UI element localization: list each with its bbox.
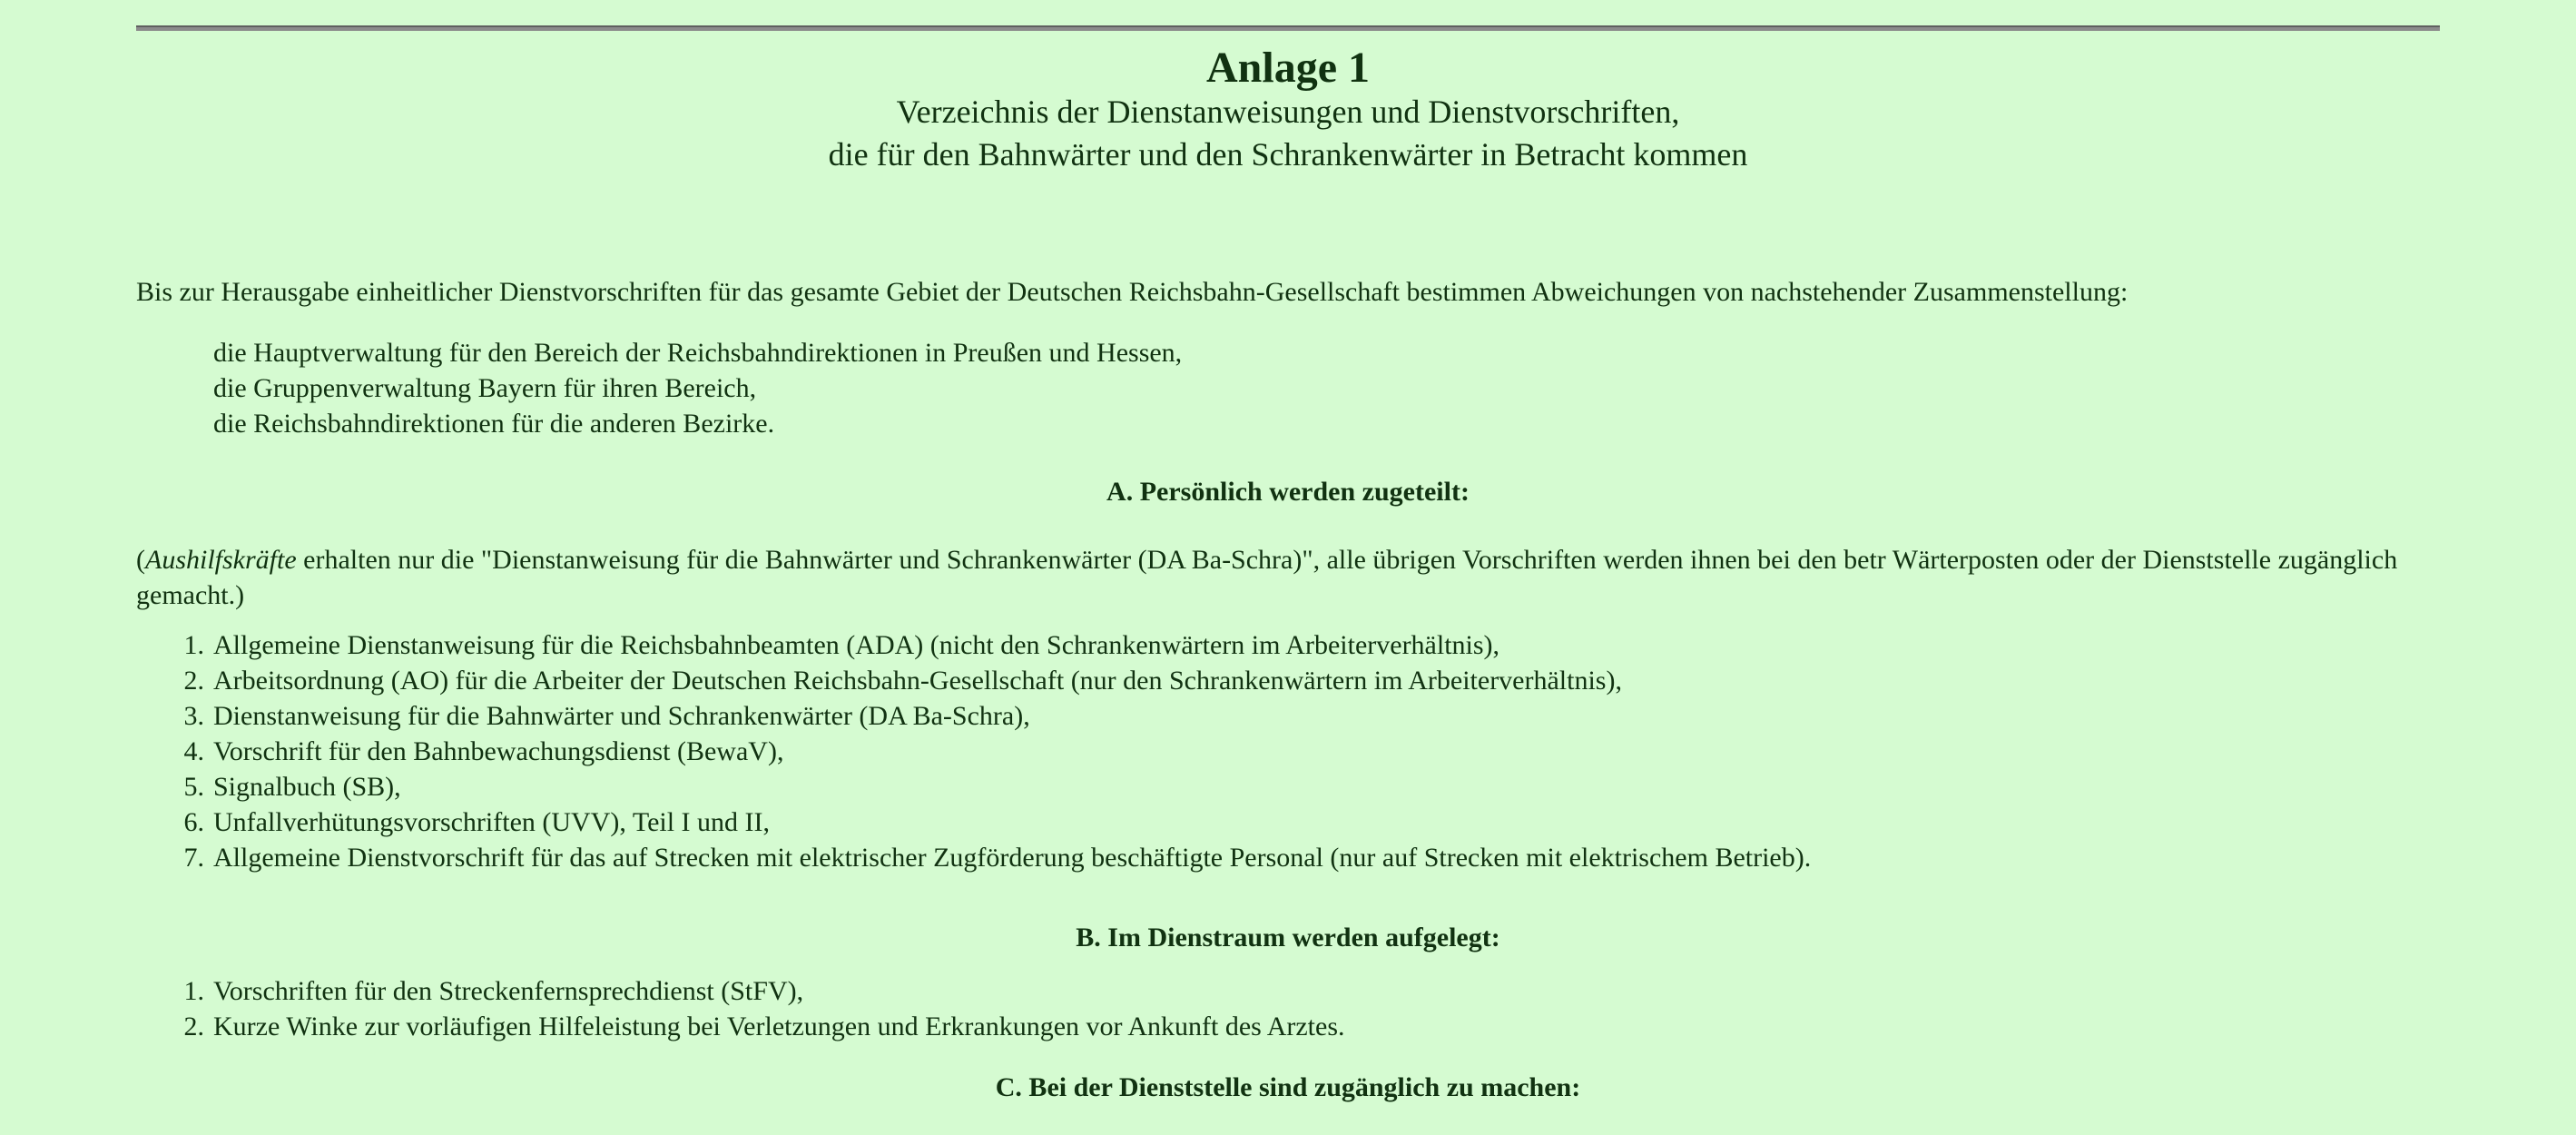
list-item-number: 5. <box>183 772 204 802</box>
list-item-text: Vorschriften für den Streckenfernsprechdienst (StFV), <box>213 976 804 1006</box>
note-italic-word: Aushilfskräfte <box>145 545 297 575</box>
authority-line: die Reichsbahndirektionen für die anderen Bezirke. <box>213 409 775 439</box>
section-a-heading: A. Persönlich werden zugeteilt: <box>1106 477 1470 507</box>
list-item-number: 1. <box>183 976 204 1006</box>
note-rest: erhalten nur die "Dienstanweisung für die Bahnwärter und Schrankenwärter (DA Ba-Schra)", alle übrigen Vorschriften werden ihnen bei den betr Wärterposten oder der Dienststelle zugänglich gemacht.) <box>136 545 2398 610</box>
list-item-text: Dienstanweisung für die Bahnwärter und Schrankenwärter (DA Ba-Schra), <box>213 701 1030 731</box>
list-item-number: 1. <box>183 630 204 660</box>
aux-note-paragraph <box>136 542 2440 613</box>
note-prefix: ( <box>136 545 145 575</box>
list-item <box>136 1009 2440 1044</box>
list-item-number: 3. <box>183 701 204 731</box>
authority-line: die Gruppenverwaltung Bayern für ihren Bereich, <box>213 373 757 403</box>
authority-list <box>213 335 2440 441</box>
list-item-text: Unfallverhütungsvorschriften (UVV), Teil I und II, <box>213 807 771 837</box>
section-b-heading: B. Im Dienstraum werden aufgelegt: <box>1076 923 1500 952</box>
list-item-text: Vorschrift für den Bahnbewachungsdienst (BewaV), <box>213 736 784 766</box>
list-item-number: 2. <box>183 1012 204 1041</box>
list-item-number: 4. <box>183 736 204 766</box>
list-item-text: Allgemeine Dienstanweisung für die Reichsbahnbeamten (ADA) (nicht den Schrankenwärtern im Arbeiterverhältnis), <box>213 630 1500 660</box>
horizontal-rule <box>136 25 2440 31</box>
intro-paragraph: Bis zur Herausgabe einheitlicher Dienstvorschriften für das gesamte Gebiet der Deutschen Reichsbahn-Gesellschaft bestimmen Abweichungen von nachstehender Zusammenstellung: <box>136 277 2129 307</box>
page-title: Anlage 1 <box>1206 44 1370 92</box>
list-item <box>136 627 2440 663</box>
list-item-text: Arbeitsordnung (AO) für die Arbeiter der Deutschen Reichsbahn-Gesellschaft (nur den Schrankenwärtern im Arbeiterverhältnis), <box>213 666 1622 696</box>
list-item-number: 2. <box>183 666 204 696</box>
list-item <box>136 663 2440 698</box>
authority-line: die Hauptverwaltung für den Bereich der Reichsbahndirektionen in Preußen und Hessen, <box>213 338 1183 368</box>
list-item <box>136 698 2440 734</box>
section-a-list <box>136 627 2440 875</box>
list-item <box>136 840 2440 875</box>
section-b-list <box>136 973 2440 1044</box>
list-item <box>136 804 2440 840</box>
list-item-text: Kurze Winke zur vorläufigen Hilfeleistung bei Verletzungen und Erkrankungen vor Ankunft des Arztes. <box>213 1012 1345 1041</box>
section-c-heading: C. Bei der Dienststelle sind zugänglich zu machen: <box>995 1072 1581 1102</box>
subtitle-line-1: Verzeichnis der Dienstanweisungen und Dienstvorschriften, <box>896 94 1680 130</box>
document-body <box>136 25 2440 1105</box>
page-subtitle <box>136 91 2440 176</box>
list-item <box>136 769 2440 804</box>
document-page <box>0 25 2576 1135</box>
list-item-text: Signalbuch (SB), <box>213 772 401 802</box>
list-item-number: 7. <box>183 843 204 873</box>
list-item <box>136 734 2440 769</box>
list-item-text: Allgemeine Dienstvorschrift für das auf Strecken mit elektrischer Zugförderung beschäftigte Personal (nur auf Strecken mit elektrischem Betrieb). <box>213 843 1812 873</box>
list-item <box>136 973 2440 1009</box>
list-item-number: 6. <box>183 807 204 837</box>
subtitle-line-2: die für den Bahnwärter und den Schrankenwärter in Betracht kommen <box>828 136 1748 173</box>
